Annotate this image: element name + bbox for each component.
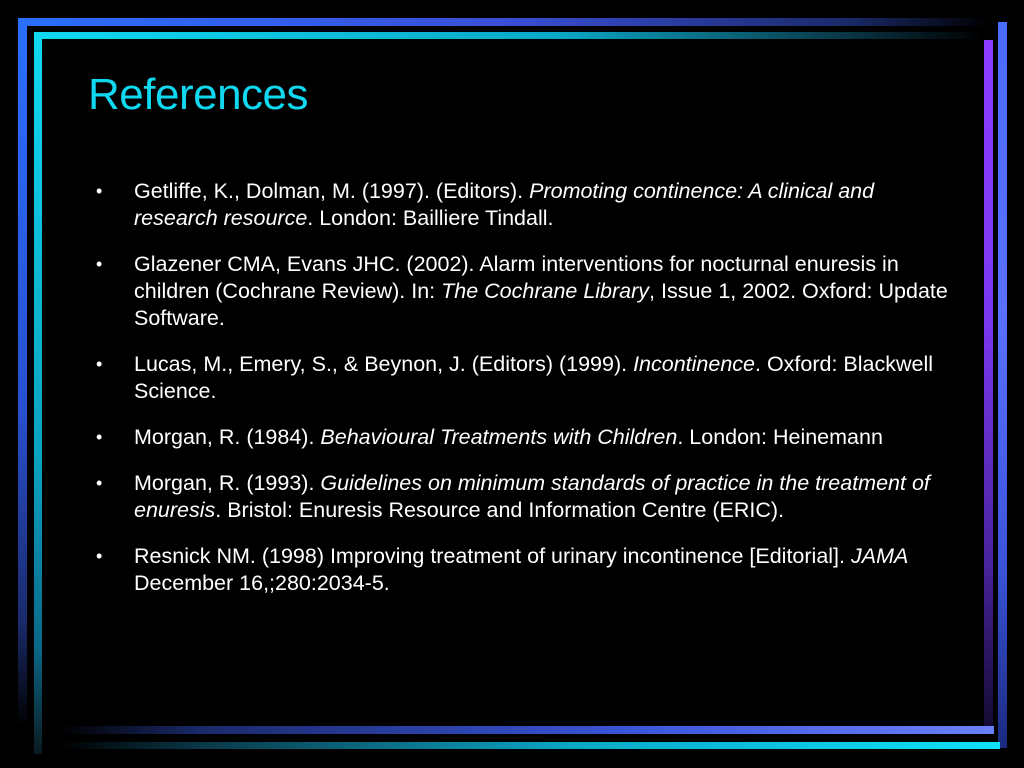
bullet-icon: • (96, 473, 103, 493)
border-bar-top-inner (34, 32, 984, 39)
reference-text: Morgan, R. (1993). (134, 471, 321, 495)
reference-title: JAMA (850, 544, 909, 568)
reference-text: Morgan, R. (1984). (134, 425, 321, 449)
border-bar-bottom-inner (60, 742, 1000, 749)
reference-item (96, 251, 956, 332)
bullet-icon: • (96, 254, 103, 274)
border-bar-right-inner (984, 40, 993, 730)
reference-publisher: December 16,;280:2034-5. (134, 571, 390, 595)
reference-item (96, 470, 956, 524)
reference-title: Guidelines on minimum standards of practice in the treatment of enuresis (134, 471, 930, 522)
reference-publisher: . London: Bailliere Tindall. (307, 206, 554, 230)
bullet-icon: • (96, 427, 103, 447)
reference-publisher: . London: Heinemann (677, 425, 883, 449)
reference-title: Behavioural Treatments with Children (320, 425, 678, 449)
reference-item (96, 178, 956, 232)
border-bar-bottom-outer (60, 726, 994, 734)
reference-title: Incontinence (633, 352, 755, 376)
border-bar-top-outer (18, 18, 990, 26)
bullet-icon: • (96, 181, 103, 201)
reference-list (96, 178, 956, 616)
reference-title: Promoting continence: A clinical and research resource (134, 179, 875, 230)
reference-item (96, 424, 956, 451)
border-bar-right-outer (998, 22, 1007, 748)
reference-text: Resnick NM. (1998) Improving treatment of urinary incontinence [Editorial]. (134, 544, 851, 568)
slide-title: References (88, 70, 309, 119)
reference-publisher: . Oxford: Blackwell Science. (134, 352, 934, 403)
reference-text: Getliffe, K., Dolman, M. (1997). (Editors). (134, 179, 530, 203)
border-bar-left-outer (18, 18, 27, 728)
border-bar-left-inner (34, 32, 42, 754)
reference-item (96, 351, 956, 405)
reference-title: The Cochrane Library (441, 279, 650, 303)
reference-publisher: , Issue 1, 2002. Oxford: Update Software. (134, 279, 948, 330)
reference-item (96, 543, 956, 597)
reference-text: Glazener CMA, Evans JHC. (2002). Alarm interventions for nocturnal enuresis in children (Cochrane Review). In: (134, 252, 899, 303)
bullet-icon: • (96, 546, 103, 566)
reference-publisher: . Bristol: Enuresis Resource and Information Centre (ERIC). (215, 498, 785, 522)
reference-text: Lucas, M., Emery, S., & Beynon, J. (Editors) (1999). (134, 352, 634, 376)
bullet-icon: • (96, 354, 103, 374)
